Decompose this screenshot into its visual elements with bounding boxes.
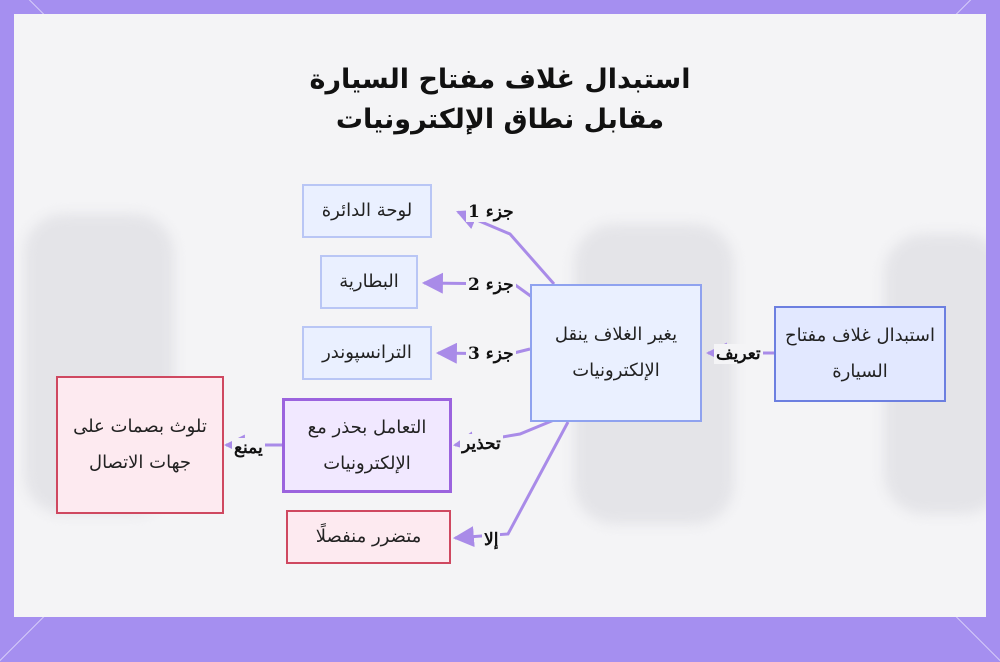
title-line-2: مقابل نطاق الإلكترونيات <box>335 104 665 135</box>
diagram-canvas <box>14 14 986 617</box>
node-circuit-board: لوحة الدائرة <box>302 184 432 238</box>
edge-label-unless: إلا <box>484 530 499 550</box>
edge-label-part-3: جزء 3 <box>468 344 514 364</box>
node-battery: البطارية <box>320 255 418 309</box>
node-center: يغير الغلاف ينقل الإلكترونيات <box>530 284 702 422</box>
edge-label-definition: تعريف <box>716 344 761 364</box>
node-replace-shell: استبدال غلاف مفتاح السيارة <box>774 306 946 402</box>
edge-label-warning: تحذير <box>462 434 501 454</box>
edge-label-part-2: جزء 2 <box>468 275 514 295</box>
node-damaged-separately: متضرر منفصلًا <box>286 510 451 564</box>
node-handle-carefully: التعامل بحذر مع الإلكترونيات <box>282 398 452 493</box>
title-line-1: استبدال غلاف مفتاح السيارة <box>309 64 691 95</box>
node-fingerprint-contamination: تلوث بصمات على جهات الاتصال <box>56 376 224 514</box>
edge-label-prevents: يمنع <box>234 438 263 458</box>
edge-label-part-1: جزء 1 <box>468 202 514 222</box>
node-transponder: الترانسپوندر <box>302 326 432 380</box>
edge-part-1 <box>458 212 554 284</box>
